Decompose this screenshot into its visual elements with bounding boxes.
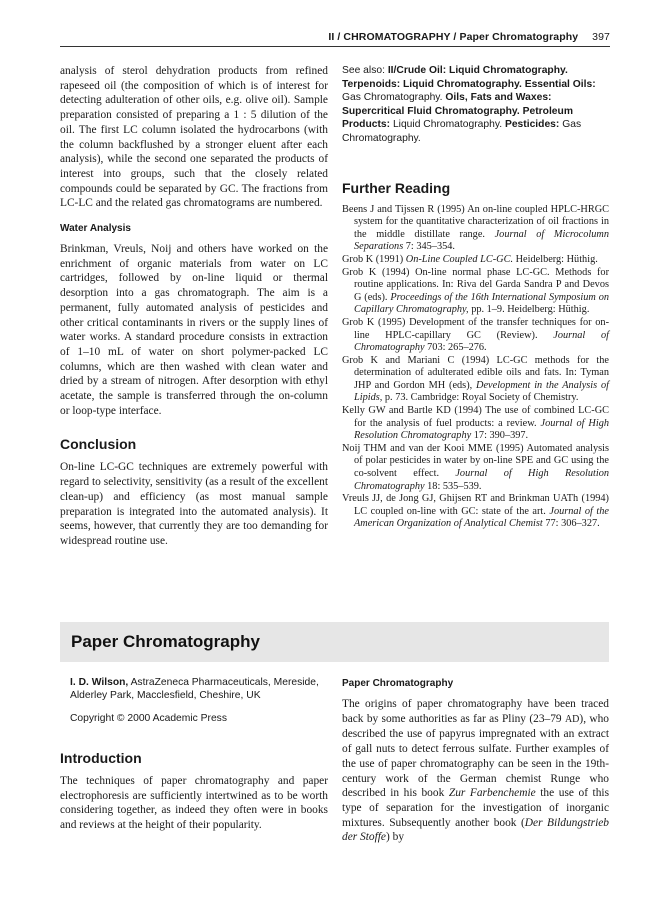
see-also-link[interactable]: Essential Oils: (524, 78, 596, 90)
reference-item: Noij THM and van der Kooi MME (1995) Automated analysis of polar pesticides in water by on-line SPE and GC using the co-solvent effect. Journal of High Resolution Chromatography 18: 535–539. (342, 442, 609, 492)
header-rule (60, 46, 610, 47)
water-analysis-heading: Water Analysis (60, 223, 131, 235)
author-name: I. D. Wilson, (70, 677, 129, 688)
page-number: 397 (592, 31, 610, 43)
paper-chromatography-paragraph: The origins of paper chromatography have been traced back by some authorities as far as Pliny (23–79 AD), who described the use of papyrus impregnated with an extract of gall nuts to detect ferrous sulfate. Further examples of the use of paper chromatography can be seen in the 19th-century work of the German chemist Runge who described in his book Zur Farbenchemie the use of this type of separation for the investigation of inorganic mixtures. Subsequently another book (Der Bildungstrieb der Stoffe) by (342, 698, 610, 844)
see-also-sub: Liquid Chromatography. (392, 119, 503, 131)
see-also-link[interactable]: II/Crude Oil: Liquid Chromatography. (387, 65, 568, 76)
conclusion-heading: Conclusion (60, 436, 137, 453)
conclusion-paragraph: On-line LC-GC techniques are extremely powerful with regard to selectivity, sensitivity (as a result of the excellent clean-up) and efficiency (as most manual sample preparation is integrated into the automated analysis). It seems, however, that currently they are too demanding for widespread routine use. (60, 461, 328, 547)
reference-item: Grob K and Mariani C (1994) LC-GC methods for the determination of adulterated edible oils and fats. In: Tyman JHP and Gordon MH (eds), Development in the Analysis of Lipids, p. 73. Cambridge: Royal Society of Chemistry. (342, 354, 610, 404)
author-affiliation: AstraZeneca Pharmaceuticals, Mereside, Alderley Park, Macclesfield, Cheshire, UK (70, 677, 319, 702)
copyright-line: Copyright © 2000 Academic Press (70, 712, 227, 724)
introduction-heading: Introduction (60, 749, 142, 766)
left-column-bottom (60, 676, 328, 833)
right-column-bottom (342, 676, 609, 845)
right-column-top (342, 64, 609, 531)
paper-chromatography-subheading: Paper Chromatography (342, 678, 454, 689)
see-also-sub: Gas Chromatography. (342, 119, 582, 144)
see-also-sub: Gas Chromatography. (342, 92, 443, 104)
reference-item: Vreuls JJ, de Jong GJ, Ghijsen RT and Brinkman UATh (1994) LC coupled on-line with GC: state of the art. Journal of the American Organization of Analytical Chemist 77: 306–327. (342, 493, 609, 530)
water-analysis-paragraph: Brinkman, Vreuls, Noij and others have worked on the enrichment of organic materials from water on LC cartridges, followed by on-line liquid or thermal desorption into a gas chromatograph. The aim is a permanent, fully automated analysis of pesticides and other critical contaminants in rivers or the supply lines of water works. A standard procedure consists in extraction of 1–10 mL of water on short polymer-packed LC columns, which are then washed with clean water and dried by a stream of nitrogen. After desorption with ethyl acetate, the sample is transferred through the on-column or loop-type interface. (60, 243, 328, 417)
see-also-block (342, 64, 609, 146)
running-title: II / CHROMATOGRAPHY / Paper Chromatography (328, 31, 579, 43)
see-also-link[interactable]: Terpenoids: Liquid Chromatography. (342, 78, 522, 90)
intro-continuation-paragraph: analysis of sterol dehydration products from refined rapeseed oil (the composition of which is of interest for detecting adulteration of other oils, e.g. olive oil). Sample preparation consisted of preparing a 1 : 5 dilution of the oil. The first LC column isolated the hydrocarbons (with the column backflushed by a stronger eluent after each analysis), while the second one separated the products of interest into groups, such that the closely related compounds could be separated by GC. The fractions from LC-LC and the related gas chromatograms are numbered. (60, 65, 328, 210)
left-column-top (60, 64, 328, 549)
see-also-link[interactable]: Pesticides: (504, 119, 560, 131)
reference-item: Grob K (1994) On-line normal phase LC-GC. Methods for routine applications. In: Riva del Garda Sandra P and Devos G (eds). Proceedings of the 16th International Symposium on Capillary Chromatography, pp. 1–9. Heidelberg: Hüthig. (342, 266, 610, 316)
running-head (328, 31, 610, 43)
see-also-lead: See also: (342, 65, 385, 76)
reference-item: Grob K (1991) On-Line Coupled LC-GC. Heidelberg: Hüthig. (342, 253, 598, 265)
article-title: Paper Chromatography (71, 632, 260, 651)
further-reading-heading: Further Reading (342, 179, 451, 196)
article-title-banner (60, 622, 609, 662)
see-also-link[interactable]: Petroleum Products: (342, 105, 573, 131)
see-also-link[interactable]: Oils, Fats and Waxes: Supercritical Fluid Chromatography. (342, 92, 552, 117)
introduction-paragraph: The techniques of paper chromatography and paper electrophoresis are sufficiently intertwined as to be worth considering together, as indeed they often were in books and reviews at the height of their popularity. (60, 774, 328, 831)
reference-item: Kelly GW and Bartle KD (1994) The use of combined LC-GC for the analysis of fuel products: a review. Journal of High Resolution Chromatography 17: 390–397. (342, 405, 609, 442)
reference-item: Beens J and Tijssen R (1995) An on-line coupled HPLC-HRGC system for the quantitative characterization of oil fractions in the middle distillate range. Journal of Microcolumn Separations 7: 345–354. (342, 203, 609, 253)
reference-list (342, 204, 609, 531)
reference-item: Grob K (1995) Development of the transfer techniques for on-line HPLC-capillary GC (Review). Journal of Chromatography 703: 265–276. (342, 316, 609, 354)
author-line (70, 676, 328, 703)
